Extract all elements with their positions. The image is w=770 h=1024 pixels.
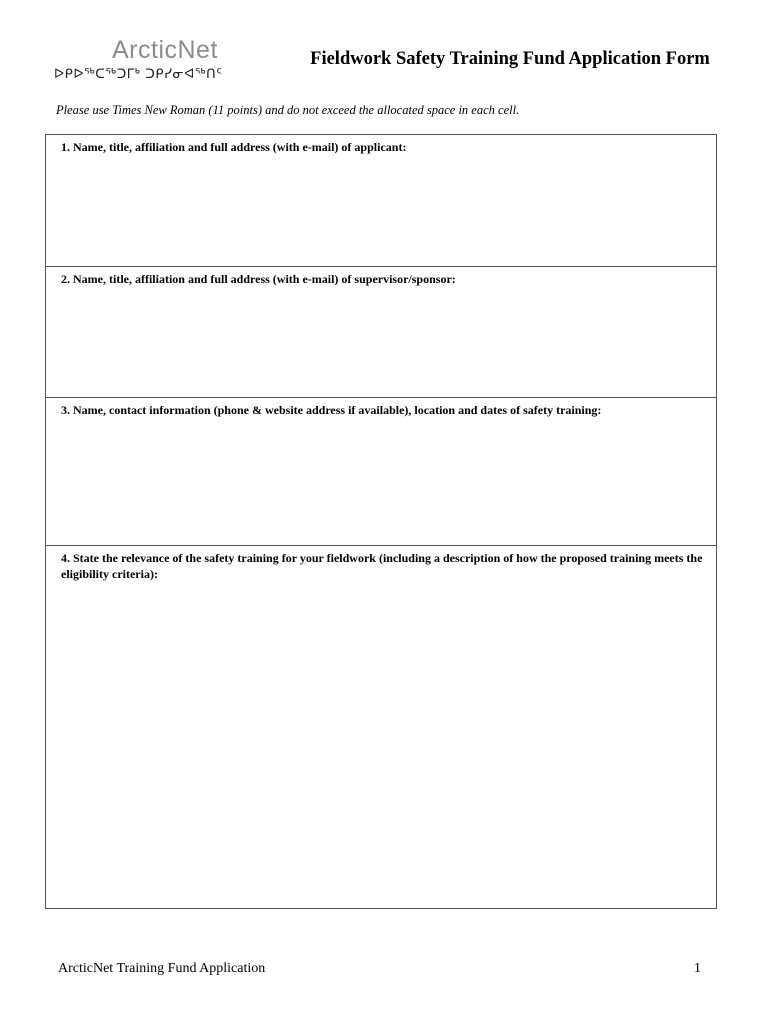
section-applicant-label: 1. Name, title, affiliation and full address (with e-mail) of applicant: [61, 140, 407, 154]
page-number: 1 [694, 961, 701, 976]
section-relevance-label: 4. State the relevance of the safety training for your fieldwork (including a description of how the proposed training meets the eligibility criteria): [61, 551, 703, 581]
section-training-info-label: 3. Name, contact information (phone & website address if available), location and dates of safety training: [61, 403, 602, 417]
application-form [45, 134, 717, 909]
section-supervisor-label: 2. Name, title, affiliation and full address (with e-mail) of supervisor/sponsor: [61, 272, 456, 286]
section-applicant [46, 135, 716, 267]
footer-text: ArcticNet Training Fund Application [58, 961, 266, 976]
section-relevance [46, 546, 716, 908]
training-info-field[interactable] [61, 418, 706, 538]
logo-syllabics: ᐅᑭᐅᖅᑕᖅᑐᒥᒃ ᑐᑭᓯᓂᐊᖅᑎᑦ [54, 67, 223, 82]
page-title: Fieldwork Safety Training Fund Application Form [310, 49, 710, 69]
section-training-info [46, 398, 716, 546]
section-supervisor [46, 267, 716, 398]
relevance-field[interactable] [61, 582, 706, 902]
logo-wordmark: ArcticNet [112, 36, 218, 64]
instructions-note: Please use Times New Roman (11 points) and do not exceed the allocated space in each cell. [56, 103, 520, 117]
applicant-field[interactable] [61, 155, 706, 259]
supervisor-field[interactable] [61, 287, 706, 391]
